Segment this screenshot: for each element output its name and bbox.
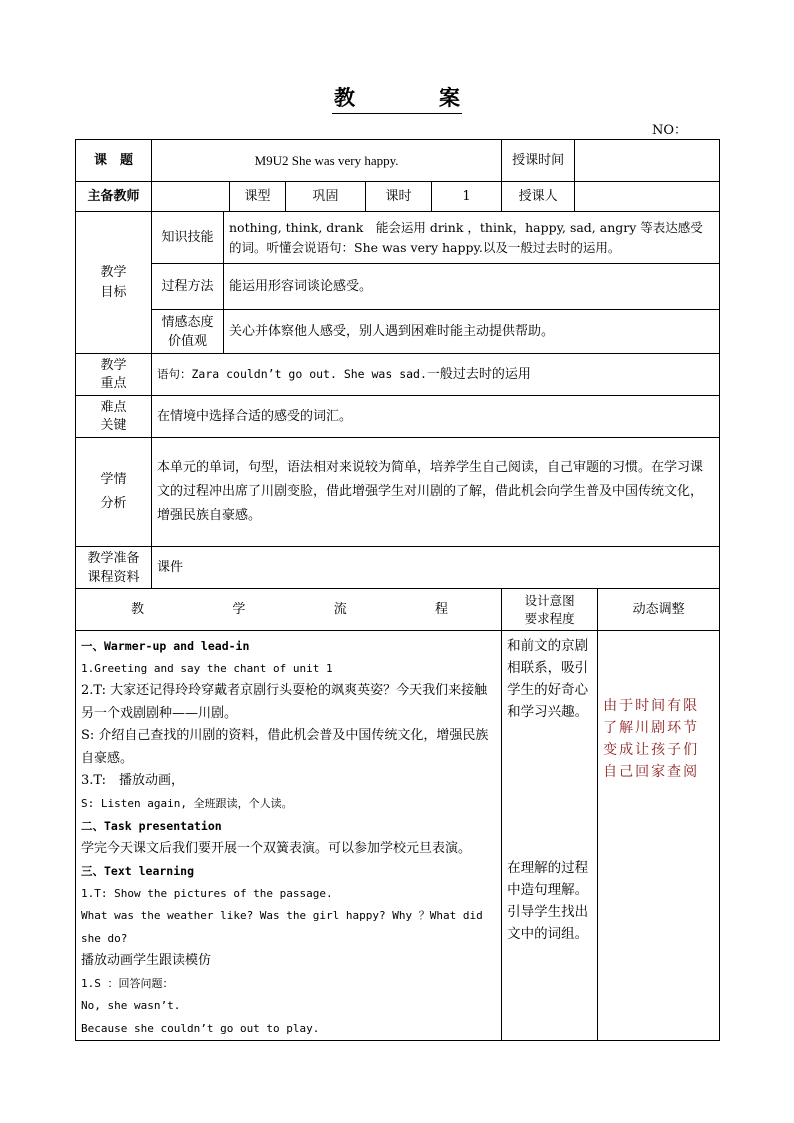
process-line: 播放动画学生跟读模仿 xyxy=(81,953,212,968)
goals-label: 教学 目标 xyxy=(76,212,152,354)
intent-3: 引导学生找出文中的词组。 xyxy=(507,904,589,942)
process-line: Because she couldn’t go out to play. xyxy=(81,1021,320,1035)
process-line: S: Listen again, 全班跟读，个人读。 xyxy=(81,796,293,810)
process-line: S: 介绍自己查找的川剧的资料，借此机会普及中国传统文化，增强民族自豪感。 xyxy=(81,728,489,766)
attitude-text: 关心并体察他人感受，别人遇到困难时能主动提供帮助。 xyxy=(224,310,720,354)
prep-text: 课件 xyxy=(152,547,720,589)
attitude-label: 情感态度 价值观 xyxy=(152,310,224,354)
document-title xyxy=(0,82,794,114)
difficulty-text: 在情境中选择合适的感受的词汇。 xyxy=(152,396,720,438)
lecturer-label: 授课人 xyxy=(502,182,575,212)
difficulty-row xyxy=(76,396,720,438)
title-text: 教 案 xyxy=(332,82,462,114)
process-line: 1.T: Show the pictures of the passage. xyxy=(81,886,333,900)
knowledge-label: 知识技能 xyxy=(152,212,224,264)
time-label: 授课时间 xyxy=(502,140,575,182)
key-points-cell xyxy=(152,354,720,396)
process-line: 3.T: 播放动画， xyxy=(81,773,184,788)
analysis-label: 学情 分析 xyxy=(76,438,152,547)
hours-label: 课时 xyxy=(366,182,432,212)
flow-content-row xyxy=(76,631,720,1041)
lecturer-value xyxy=(575,182,720,212)
teacher-value xyxy=(152,182,230,212)
goal-row-process xyxy=(76,264,720,310)
key-points-tail: 一般过去时的运用 xyxy=(426,367,531,382)
process-line: 学完今天课文后我们要开展一个双簧表演。可以参加学校元旦表演。 xyxy=(81,840,472,856)
difficulty-label: 难点 关键 xyxy=(76,396,152,438)
analysis-row xyxy=(76,438,720,547)
process-line: What was the weather like? Was the girl happy? Why ？What did she do? xyxy=(81,909,483,945)
course-label: 课 题 xyxy=(76,140,152,182)
process-text: 能运用形容词谈论感受。 xyxy=(224,264,720,310)
section-1-title: 一、Warmer-up and lead-in xyxy=(81,639,250,653)
intent-content xyxy=(502,631,598,1041)
prep-row xyxy=(76,547,720,589)
flow-char-1: 教 xyxy=(131,601,145,617)
number-label: NO： xyxy=(652,123,688,138)
dynamic-header: 动态调整 xyxy=(598,589,720,631)
process-line: 1.S ：回答问题： xyxy=(81,976,174,990)
header-row-teacher xyxy=(76,182,720,212)
flow-char-3: 流 xyxy=(333,601,347,617)
flow-header-row xyxy=(76,589,720,631)
time-value xyxy=(575,140,720,182)
dynamic-content xyxy=(598,631,720,1041)
teacher-label: 主备教师 xyxy=(76,182,152,212)
dynamic-text: 由于时间有限了解川剧环节变成让孩子们自己回家查阅 xyxy=(603,698,700,780)
type-value: 巩固 xyxy=(286,182,366,212)
goal-row-knowledge xyxy=(76,212,720,264)
flow-char-2: 学 xyxy=(232,601,246,617)
process-line: No, she wasn’t. xyxy=(81,999,181,1012)
flow-title xyxy=(76,589,502,631)
process-label: 过程方法 xyxy=(152,264,224,310)
lesson-plan-table xyxy=(75,139,720,1041)
prep-label: 教学准备 课程资料 xyxy=(76,547,152,589)
type-label: 课型 xyxy=(230,182,286,212)
intent-2: 在理解的过程中造句理解。 xyxy=(507,860,589,898)
analysis-text: 本单元的单词，句型，语法相对来说较为简单，培养学生自己阅读，自己审题的习惯。在学习课文的过程冲出席了川剧变脸，借此增强学生对川剧的了解，借此机会向学生普及中国传统文化，增强民族自豪感。 xyxy=(152,438,720,547)
key-points-label: 教学 重点 xyxy=(76,354,152,396)
intent-header: 设计意图 要求程度 xyxy=(502,589,598,631)
key-points-sentence: 语句：Zara couldn’t go out. She was sad. xyxy=(157,367,427,381)
key-points-row xyxy=(76,354,720,396)
header-row-course xyxy=(76,140,720,182)
process-line: 1.Greeting and say the chant of unit 1 xyxy=(81,661,333,675)
course-value: M9U2 She was very happy. xyxy=(152,140,502,182)
hours-value: 1 xyxy=(432,182,502,212)
intent-1: 和前文的京剧相联系，吸引学生的好奇心和学习兴趣。 xyxy=(507,638,589,720)
goal-row-attitude xyxy=(76,310,720,354)
flow-char-4: 程 xyxy=(435,601,449,617)
knowledge-text: nothing, think, drank 能会运用 drink ，think，happy, sad, angry 等表达感受的词。听懂会说语句：She was very happy.以及一般过去时的运用。 xyxy=(224,212,720,264)
section-3-title: 三、Text learning xyxy=(81,864,195,878)
process-content xyxy=(76,631,502,1041)
process-line: 2.T: 大家还记得玲玲穿戴者京剧行头耍枪的飒爽英姿？今天我们来接触另一个戏剧剧种——川剧。 xyxy=(81,683,488,721)
section-2-title: 二、Task presentation xyxy=(81,819,222,833)
